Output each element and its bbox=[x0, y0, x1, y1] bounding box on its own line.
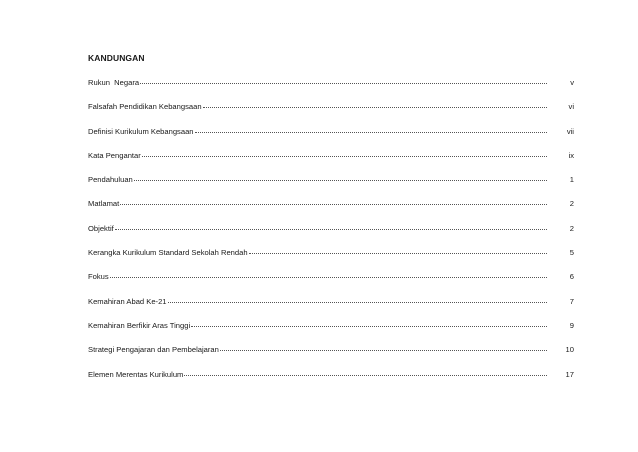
toc-entry[interactable] bbox=[88, 271, 574, 295]
dot-leader bbox=[168, 295, 547, 303]
toc-entry-title: Definisi Kurikulum Kebangsaan bbox=[88, 126, 194, 136]
toc-entry-title: Kemahiran Abad Ke-21 bbox=[88, 296, 167, 306]
toc-heading: KANDUNGAN bbox=[88, 53, 145, 63]
toc-entry-page: v bbox=[570, 78, 574, 87]
toc-entry-page: 1 bbox=[569, 175, 574, 185]
toc-entry-page: 5 bbox=[569, 248, 574, 258]
toc-entry[interactable] bbox=[88, 247, 574, 271]
toc-entry-page: 2 bbox=[569, 199, 574, 209]
toc-entry[interactable] bbox=[88, 77, 574, 101]
toc-entry-title: Matlamat bbox=[88, 199, 120, 209]
dot-leader bbox=[191, 319, 547, 327]
toc-entry[interactable] bbox=[88, 369, 574, 393]
toc-entry-title: Falsafah Pendidikan Kebangsaan bbox=[88, 102, 202, 112]
toc-entry-title: Strategi Pengajaran dan Pembelajaran bbox=[88, 345, 219, 355]
dot-leader bbox=[195, 125, 547, 133]
toc-entry-title: Kemahiran Berfikir Aras Tinggi bbox=[88, 320, 191, 330]
toc-entry-title: Objektif bbox=[88, 223, 114, 233]
dot-leader bbox=[220, 343, 547, 351]
dot-leader bbox=[115, 222, 547, 230]
toc-entry-title: Kerangka Kurikulum Standard Sekolah Rendah bbox=[88, 248, 248, 258]
toc-entry-page: ix bbox=[568, 150, 574, 160]
toc-entry-title: Elemen Merentas Kurikulum bbox=[88, 369, 184, 379]
toc-entry-title: Fokus bbox=[88, 272, 109, 282]
toc-entry-page: 7 bbox=[569, 296, 574, 306]
toc-entry[interactable] bbox=[88, 320, 574, 344]
dot-leader bbox=[203, 100, 547, 108]
toc-entry-page: 10 bbox=[565, 345, 574, 355]
toc-entry-page: 6 bbox=[569, 272, 574, 282]
table-of-contents bbox=[88, 77, 574, 393]
toc-entry-title: Rukun Negara bbox=[88, 78, 140, 87]
toc-entry[interactable] bbox=[88, 223, 574, 247]
toc-entry-page: vii bbox=[566, 126, 574, 136]
dot-leader bbox=[134, 173, 547, 181]
toc-entry[interactable] bbox=[88, 101, 574, 125]
toc-entry-page: 9 bbox=[569, 320, 574, 330]
toc-entry[interactable] bbox=[88, 344, 574, 368]
dot-leader bbox=[249, 246, 547, 254]
dot-leader bbox=[110, 270, 547, 278]
toc-entry-page: 2 bbox=[569, 223, 574, 233]
dot-leader bbox=[140, 76, 547, 84]
toc-entry-title: Kata Pengantar bbox=[88, 150, 141, 160]
dot-leader bbox=[184, 368, 547, 376]
toc-entry-title: Pendahuluan bbox=[88, 175, 133, 185]
toc-entry[interactable] bbox=[88, 296, 574, 320]
dot-leader bbox=[120, 197, 547, 205]
toc-entry-page: 17 bbox=[565, 369, 574, 379]
toc-entry[interactable] bbox=[88, 198, 574, 222]
dot-leader bbox=[142, 149, 547, 157]
toc-entry-page: vi bbox=[568, 102, 574, 112]
toc-entry[interactable] bbox=[88, 126, 574, 150]
toc-entry[interactable] bbox=[88, 150, 574, 174]
toc-entry[interactable] bbox=[88, 174, 574, 198]
